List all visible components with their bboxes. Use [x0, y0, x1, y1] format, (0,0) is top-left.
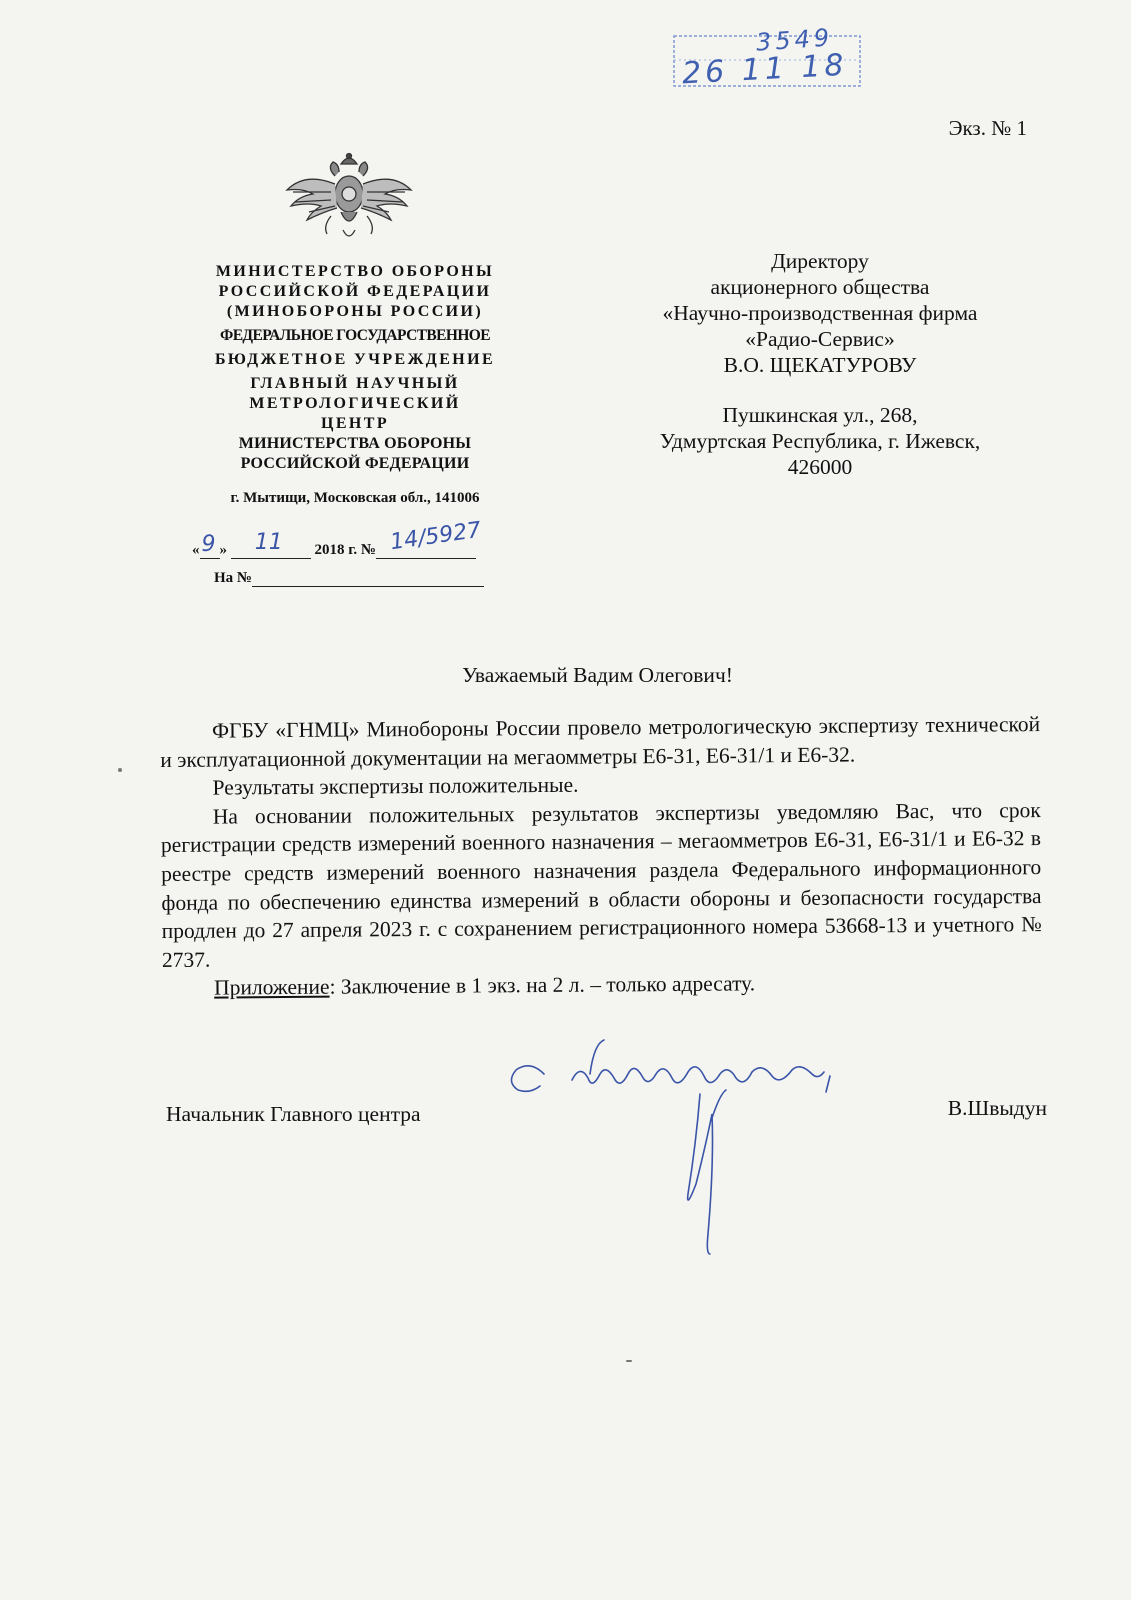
attachment-label: Приложение	[214, 975, 330, 1000]
stamp-incoming-number: 3549	[755, 23, 834, 57]
letterhead-city: г. Мытищи, Московская обл., 141006	[230, 490, 480, 506]
quote-close: »	[219, 542, 227, 558]
letterhead-line: МЕТРОЛОГИЧЕСКИЙ	[249, 395, 461, 412]
addressee-block	[600, 248, 1040, 480]
letterhead-line: ФЕДЕРАЛЬНОЕ ГОСУДАРСТВЕННОЕ	[219, 327, 490, 344]
outgoing-registration-line	[192, 517, 483, 559]
handwritten-signature	[500, 1034, 860, 1274]
scan-speck	[118, 768, 122, 772]
addressee-line: Директору	[771, 249, 869, 273]
stamp-incoming-date: 26 11 18	[681, 47, 849, 92]
incoming-stamp	[672, 23, 868, 92]
year-text: 2018 г. №	[314, 542, 376, 558]
handwritten-number: 14/5927	[388, 517, 483, 556]
double-headed-eagle-emblem-icon	[283, 150, 415, 246]
addressee-line: «Радио-Сервис»	[745, 327, 895, 351]
address-line: Удмуртская Республика, г. Ижевск,	[659, 429, 981, 453]
address-line: Пушкинская ул., 268,	[722, 403, 918, 427]
handwritten-day: 9	[201, 532, 216, 557]
month-field	[231, 530, 311, 559]
addressee-line: В.О. ЩЕКАТУРОВУ	[723, 353, 917, 377]
copy-number: Экз. № 1	[948, 116, 1027, 140]
letterhead-line: МИНИСТЕРСТВА ОБОРОНЫ	[238, 435, 472, 452]
letterhead-line: (МИНОБОРОНЫ РОССИИ)	[226, 303, 484, 320]
signatory-title: Начальник Главного центра	[166, 1102, 421, 1126]
signatory-name: В.Швыдун	[947, 1096, 1047, 1120]
attachment-text: : Заключение в 1 экз. на 2 л. – только адресату.	[329, 971, 756, 1000]
letterhead-line: ГЛАВНЫЙ НАУЧНЫЙ	[250, 375, 460, 392]
body-paragraph: ФГБУ «ГНМЦ» Минобороны России провело метрологическую экспертизу технической и эксплуатационной документации на мегаомметры Е6-31, Е6-31/1 и Е6-32.	[160, 712, 1041, 772]
salutation: Уважаемый Вадим Олегович!	[462, 663, 733, 687]
number-field	[376, 517, 483, 559]
body-paragraph: Результаты экспертизы положительные.	[212, 772, 579, 800]
reference-field	[252, 570, 484, 587]
reference-label: На №	[214, 570, 252, 586]
attachment-paragraph	[162, 967, 1042, 1003]
scan-speck	[626, 1360, 632, 1362]
quote-open: «	[192, 542, 200, 558]
letterhead-line: МИНИСТЕРСТВО ОБОРОНЫ	[215, 263, 495, 280]
letterhead-line: ЦЕНТР	[320, 415, 389, 432]
letterhead-line: БЮДЖЕТНОЕ УЧРЕЖДЕНИЕ	[214, 351, 496, 368]
handwritten-month: 11	[254, 530, 283, 555]
reference-line	[214, 570, 484, 587]
sender-letterhead	[190, 262, 520, 508]
letterhead-line: РОССИЙСКОЙ ФЕДЕРАЦИИ	[240, 455, 470, 472]
body-paragraph: На основании положительных результатов экспертизы уведомляю Вас, что срок регистрации средств измерений военного назначения – мегаомметров Е6-31, Е6-31/1 и Е6-32 в реестре средств измерений военного назначения раздела Федерального информационного фонда по обеспечению единства измерений в области обороны и безопасности государства продлен до 27 апреля 2023 г. с сохранением регистрационного номера 53668-13 и учетного № 2737.	[160, 797, 1042, 972]
addressee-line: «Научно-производственная фирма	[662, 301, 978, 325]
letterhead-line: РОССИЙСКОЙ ФЕДЕРАЦИИ	[218, 283, 492, 300]
addressee-line: акционерного общества	[710, 275, 930, 299]
address-line: 426000	[787, 455, 853, 479]
day-field	[200, 532, 220, 559]
letter-body	[160, 710, 1042, 1003]
